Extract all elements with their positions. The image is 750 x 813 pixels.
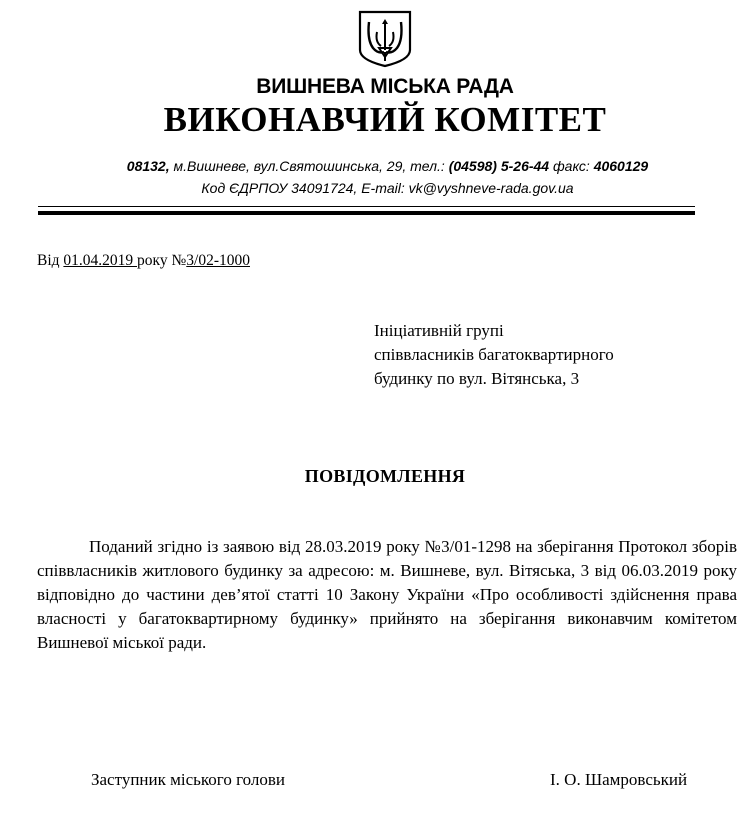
document-number: 3/02-1000 xyxy=(186,252,250,269)
addressee-line: Ініціативній групі xyxy=(374,321,504,340)
committee-name: ВИКОНАВЧИЙ КОМІТЕТ xyxy=(163,100,607,139)
council-name: ВИШНЕВА МІСЬКА РАДА xyxy=(256,75,514,98)
address: м.Вишневе, вул.Святошинська, 29, тел.: xyxy=(169,158,449,174)
signatory-name: І. О. Шамровський xyxy=(550,770,688,789)
phone: (04598) 5-26-44 xyxy=(448,158,550,174)
trident-coat-of-arms-icon xyxy=(357,10,413,68)
dateline-year: року № xyxy=(137,252,187,269)
document-date: 01.04.2019 xyxy=(63,252,138,269)
addressee-line: будинку по вул. Вітянська, 3 xyxy=(374,369,580,388)
header-divider-thin xyxy=(38,206,695,207)
code-email-line: Код ЄДРПОУ 34091724, E-mail: vk@vyshneve-rada.gov.ua xyxy=(201,180,574,196)
contact-block xyxy=(0,155,750,199)
postcode: 08132, xyxy=(126,158,170,174)
header-divider-thick xyxy=(38,211,695,215)
signatory-role: Заступник міського голови xyxy=(91,770,286,789)
dateline-from: Від xyxy=(37,252,64,269)
document-title: ПОВІДОМЛЕННЯ xyxy=(304,466,466,486)
notice-body: Поданий згідно із заявою від 28.03.2019 року №3/01-1298 на зберігання Протокол зборів співвласників житлового будинку за адресою: м. Вишневе, вул. Вітяська, 3 від 06.03.2019 року відповідно до частини дев’ятої статті 10 Закону України «Про особливості здійснення права власності у багатоквартирному будинку» прийнято на зберігання виконавчим комітетом Вишневої міської ради. xyxy=(37,537,737,652)
addressee-block xyxy=(374,319,714,391)
fax-label: факс: xyxy=(549,158,594,174)
addressee-line: співвласників багатоквартирного xyxy=(374,345,614,364)
document-dateline xyxy=(37,252,250,270)
fax: 4060129 xyxy=(593,158,649,174)
address-line xyxy=(0,155,750,177)
